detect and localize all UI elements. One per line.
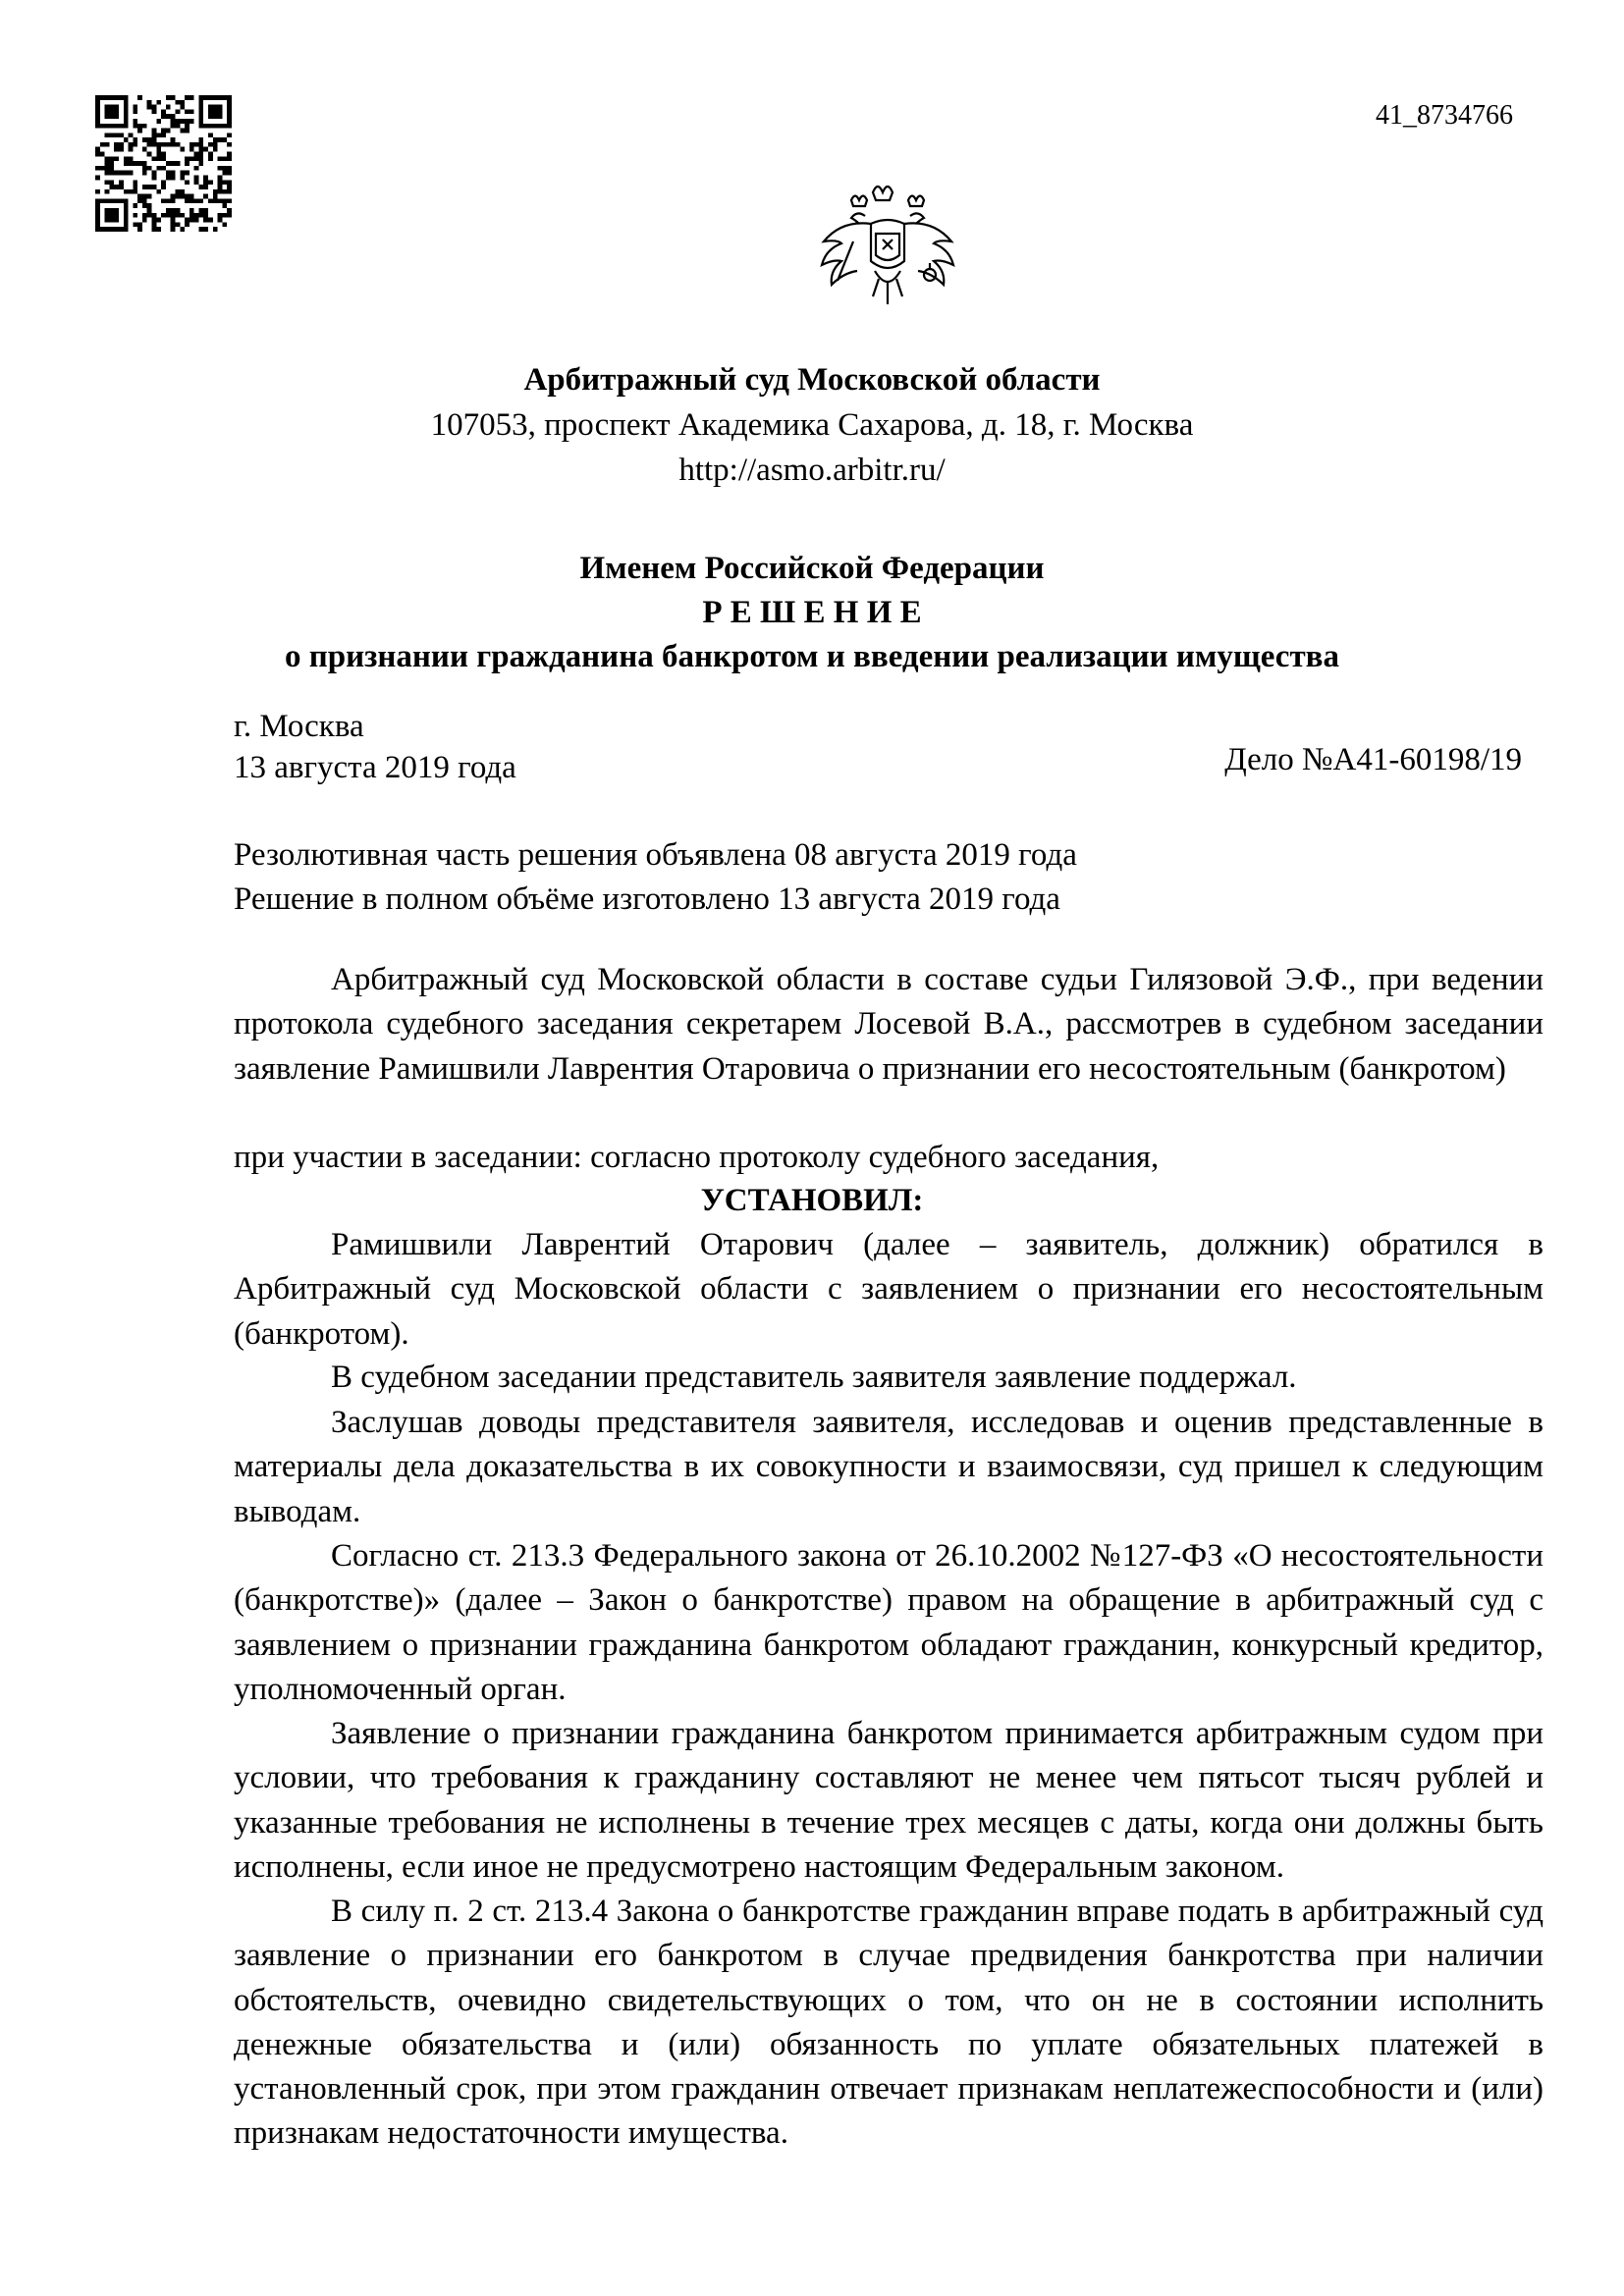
city: г. Москва — [234, 709, 364, 744]
title-decision: Р Е Ш Е Н И Е — [702, 595, 922, 630]
resolution-line: Резолютивная часть решения объявлена 08 августа 2019 года — [234, 837, 1077, 873]
paragraph-4: Согласно ст. 213.3 Федерального закона от 26.10.2002 №127-ФЗ «О несостоятельности (банкротстве)» (далее – Закон о банкротстве) правом на обращение в арбитражный суд с заявлением о признании гражданина банкротом обладают гражданин, конкурсный кредитор, уполномоченный орган. — [234, 1538, 1543, 1707]
paragraph-3: Заслушав доводы представителя заявителя, исследовав и оценив представленные в материалы дела доказательства в их совокупности и взаимосвязи, суд пришел к следующим выводам. — [234, 1405, 1543, 1529]
court-website: http://asmo.arbitr.ru/ — [678, 453, 946, 488]
title-line-federation: Именем Российской Федерации — [579, 551, 1045, 586]
court-address: 107053, проспект Академика Сахарова, д. 18, г. Москва — [430, 407, 1194, 443]
paragraph-2: В судебном заседании представитель заявителя заявление поддержал. — [331, 1360, 1297, 1395]
established-heading: УСТАНОВИЛ: — [700, 1183, 924, 1218]
case-number: Дело №А41-60198/19 — [1224, 742, 1522, 777]
paragraph-6: В силу п. 2 ст. 213.4 Закона о банкротстве гражданин вправе подать в арбитражный суд заявление о признании его банкротом в случае предвидения банкротства при наличии обстоятельств, очевидно свидетельствующих о том, что он не в состоянии исполнить денежные обязательства и (или) обязанность по уплате обязательных платежей в установленный срок, при этом гражданин отвечает признакам неплатежеспособности и (или) признакам недостаточности имущества. — [234, 1894, 1543, 2152]
title-subject: о признании гражданина банкротом и введении реализации имущества — [285, 639, 1339, 674]
qr-code-icon — [95, 95, 232, 232]
decision-date: 13 августа 2019 года — [234, 750, 516, 785]
paragraph-1: Рамишвили Лаврентий Отарович (далее – заявитель, должник) обратился в Арбитражный суд Московской области с заявлением о признании его несостоятельным (банкротом). — [234, 1227, 1543, 1352]
intro-paragraph: Арбитражный суд Московской области в составе судьи Гилязовой Э.Ф., при ведении протокола судебного заседания секретарем Лосевой В.А., рассмотрев в судебном заседании заявление Рамишвили Лаврентия Отаровича о признании его несостоятельным (банкротом) — [234, 962, 1543, 1087]
paragraph-5: Заявление о признании гражданина банкротом принимается арбитражным судом при условии, что требования к гражданину составляют не менее чем пятьсот тысяч рублей и указанные требования не исполнены в течение трех месяцев с даты, когда они должны быть исполнены, если иное не предусмотрено настоящим Федеральным законом. — [234, 1716, 1543, 1885]
russian-coat-of-arms-icon — [814, 173, 961, 320]
full-decision-line: Решение в полном объёме изготовлено 13 августа 2019 года — [234, 881, 1060, 917]
participation-line: при участии в заседании: согласно протоколу судебного заседания, — [234, 1140, 1160, 1175]
court-name: Арбитражный суд Московской области — [523, 362, 1101, 398]
document-id: 41_8734766 — [1376, 100, 1513, 131]
